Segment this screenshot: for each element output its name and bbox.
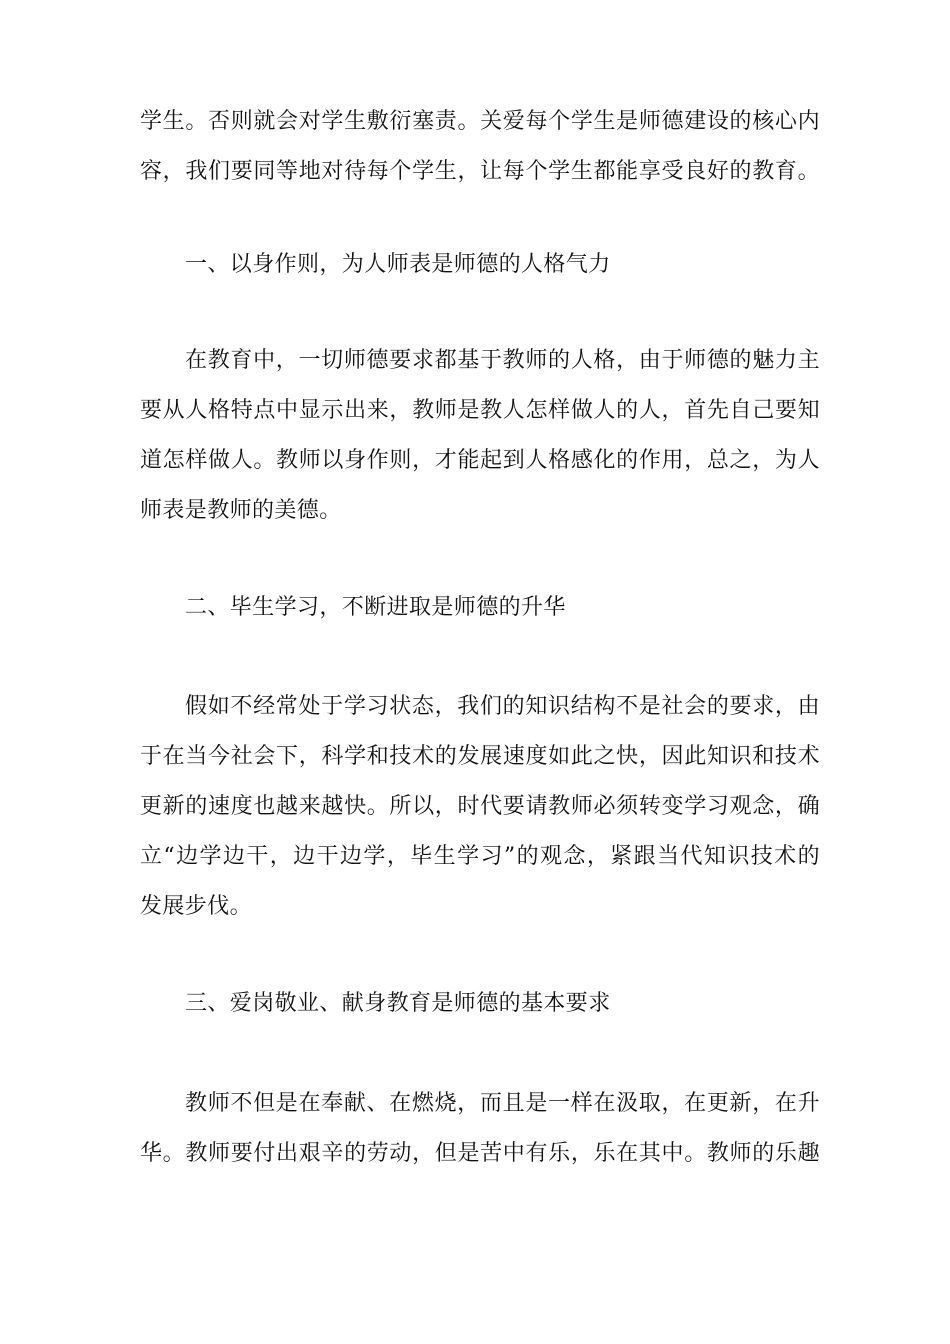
section-heading-1: 一、以身作则，为人师表是师德的人格气力 (185, 252, 611, 277)
paragraph-line: 教师不但是在奉献、在燃烧，而且是一样在汲取，在更新，在升 (185, 1091, 820, 1116)
paragraph-line: 立“边学边干，边干边学，毕生学习”的观念，紧跟当代知识技术的 (140, 844, 820, 869)
paragraph-line: 在教育中，一切师德要求都基于教师的人格，由于师德的魅力主 (185, 348, 820, 373)
paragraph-line: 假如不经常处于学习状态，我们的知识结构不是社会的要求，由 (185, 694, 820, 719)
paragraph-line: 于在当今社会下，科学和技术的发展速度如此之快，因此知识和技术 (140, 744, 820, 769)
paragraph-line: 华。教师要付出艰辛的劳动，但是苦中有乐，乐在其中。教师的乐趣 (140, 1141, 820, 1166)
paragraph-line: 容，我们要同等地对待每个学生，让每个学生都能享受良好的教育。 (140, 159, 820, 184)
section-heading-2: 二、毕生学习，不断进取是师德的升华 (185, 595, 566, 620)
paragraph-line: 师表是教师的美德。 (140, 498, 342, 523)
paragraph-line: 要从人格特点中显示出来，教师是教人怎样做人的人，首先自己要知 (140, 398, 820, 423)
paragraph-line: 更新的速度也越来越快。所以，时代要请教师必须转变学习观念，确 (140, 794, 820, 819)
paragraph-line: 道怎样做人。教师以身作则，才能起到人格感化的作用，总之，为人 (140, 448, 820, 473)
section-heading-3: 三、爱岗敬业、献身教育是师德的基本要求 (185, 991, 611, 1016)
paragraph-line: 学生。否则就会对学生敷衍塞责。关爱每个学生是师德建设的核心内 (140, 109, 820, 134)
paragraph-line: 发展步伐。 (140, 894, 253, 919)
